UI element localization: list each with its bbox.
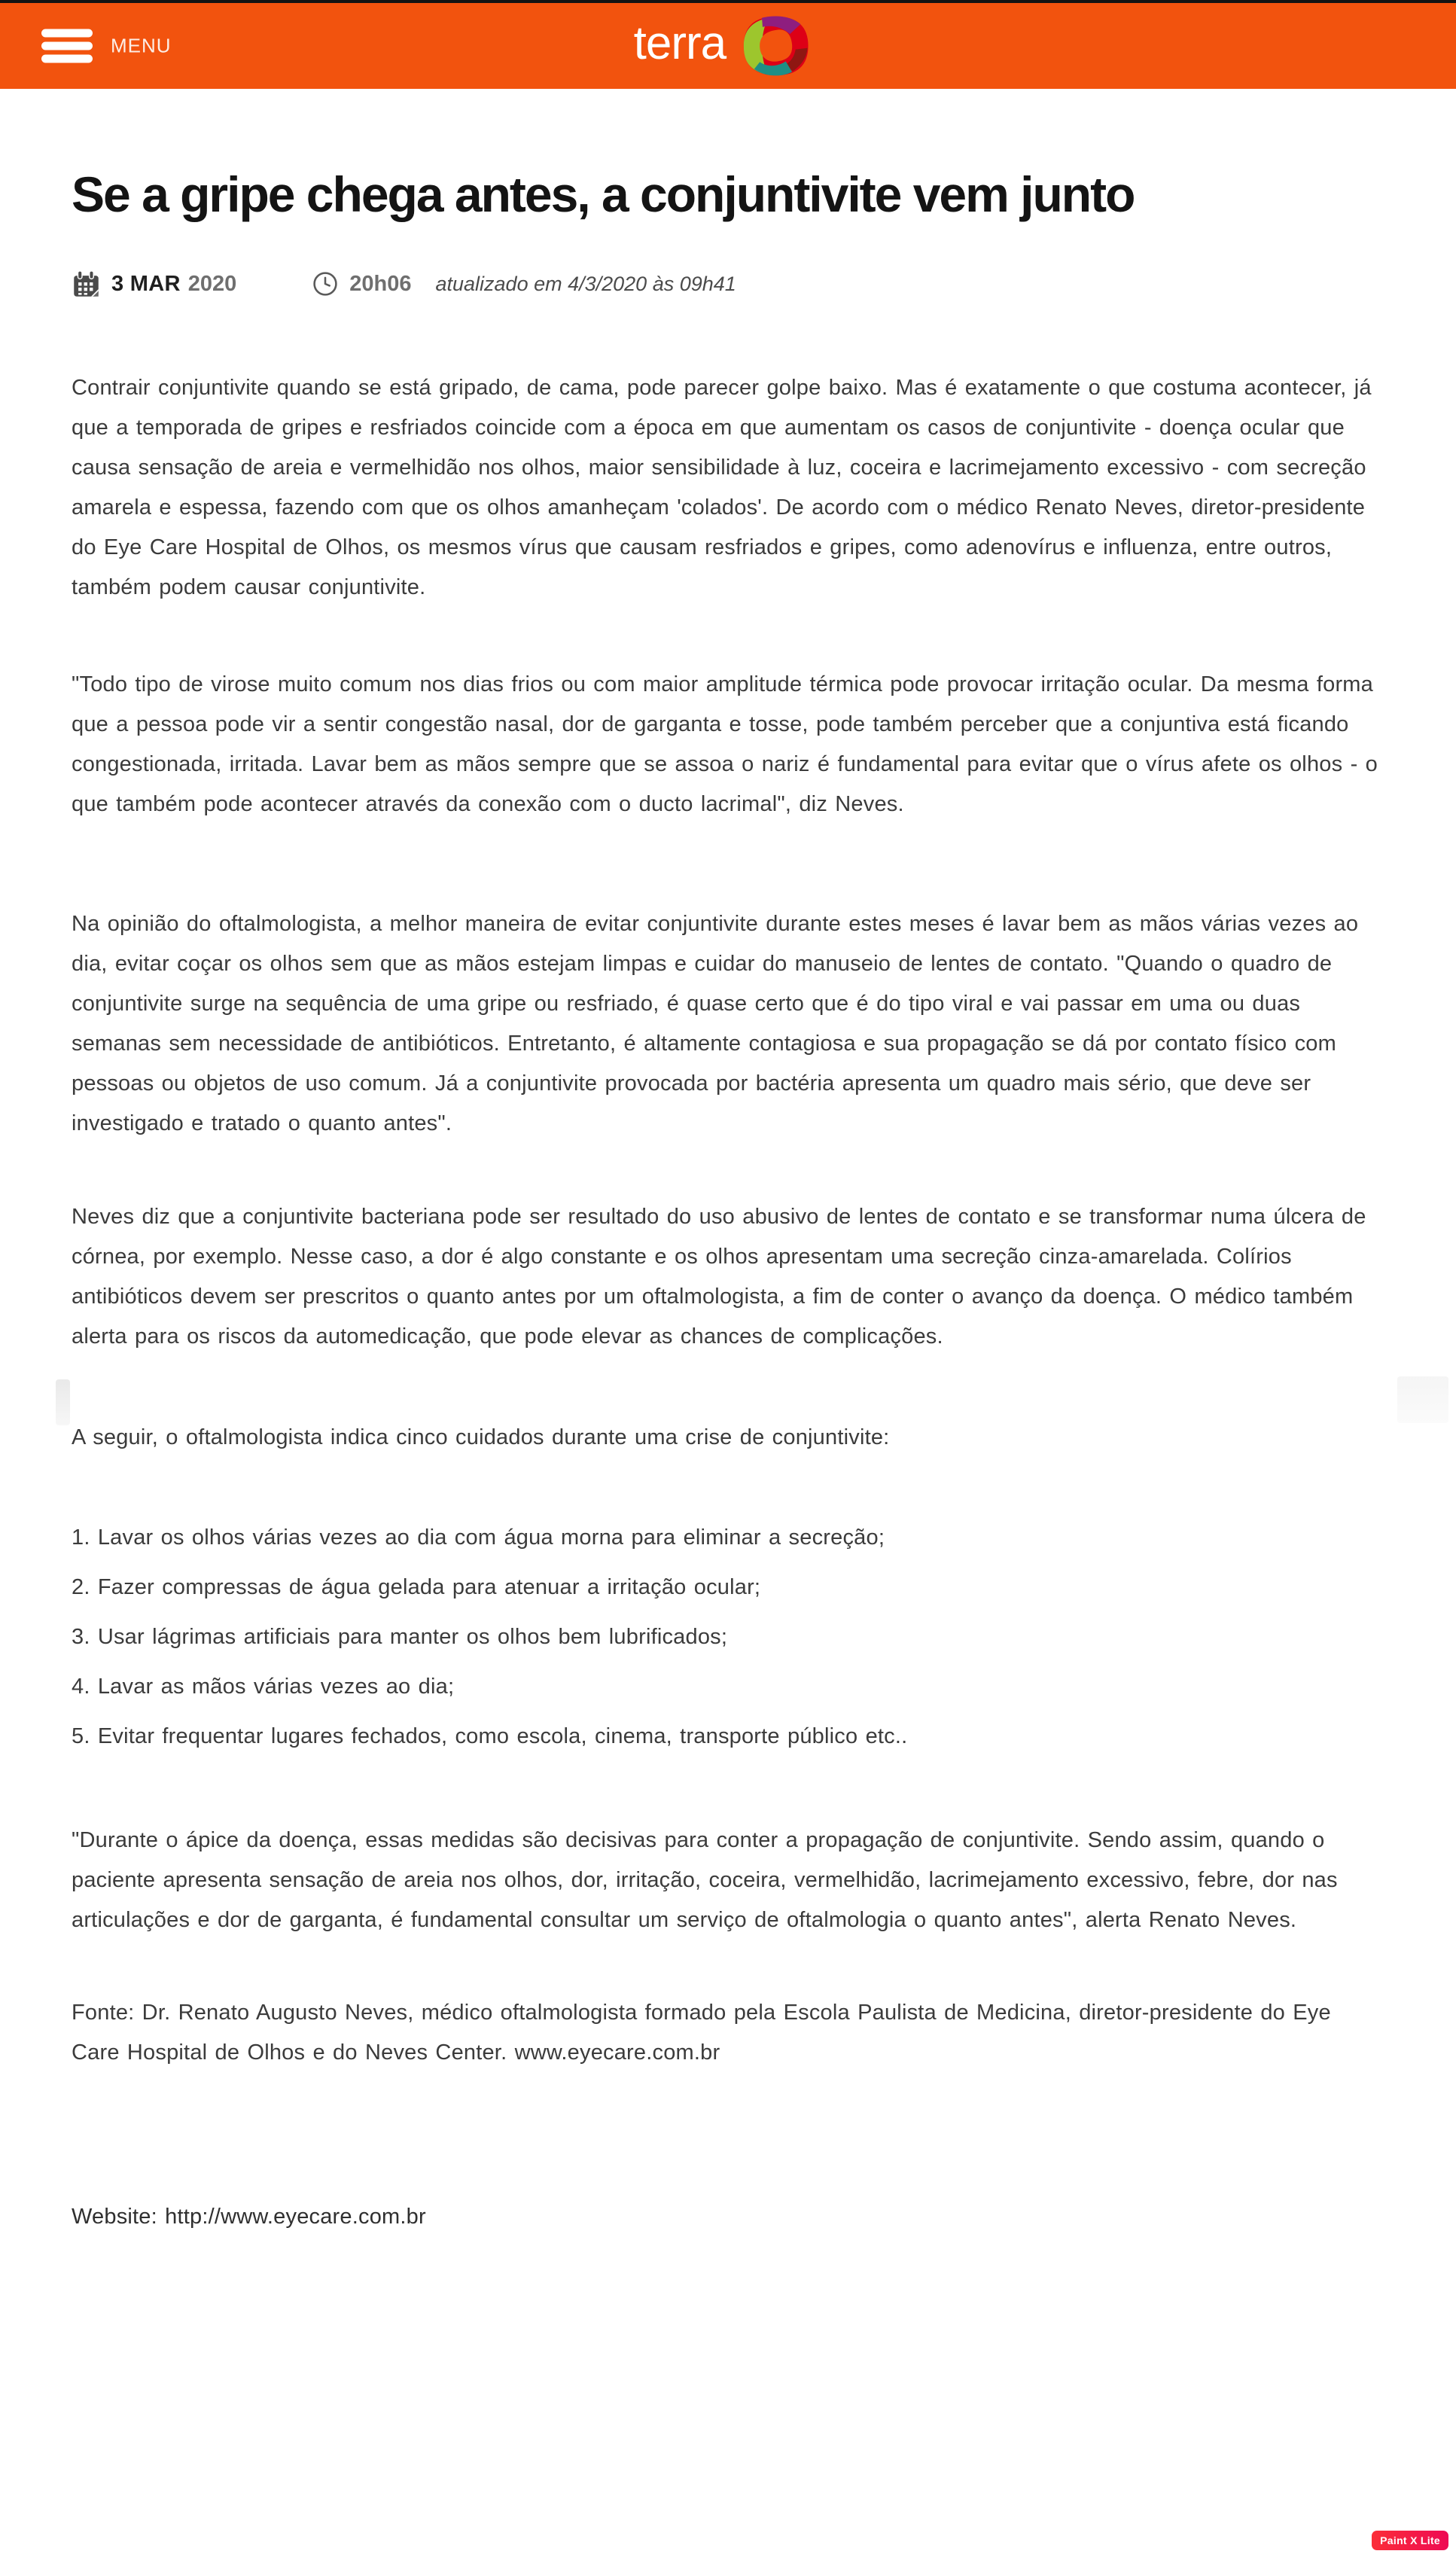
paragraph-virose-quote: "Todo tipo de virose muito comum nos dias frios ou com maior amplitude térmica pode provocar irritação ocular. Da mesma forma que a pessoa pode vir a sentir congestão nasal, dor de garganta e tosse, pode também perceber que a conjuntiva está ficando congestionada, irritada. Lavar bem as mãos sempre que se assoa o nariz é fundamental para evitar que o vírus afete os olhos - o que também pode acontecer através da conexão com o ducto lacrimal", diz Neves. [72,672,1378,816]
calendar-icon [72,270,101,299]
article-meta [72,270,1384,299]
care-list-item-1: 1. Lavar os olhos várias vezes ao dia com água morna para eliminar a secreção; [72,1525,885,1550]
terra-logo[interactable] [634,15,812,77]
article [0,167,1456,2237]
paragraph-source: Fonte: Dr. Renato Augusto Neves, médico oftalmologista formado pela Escola Paulista de Medicina, diretor-presidente do Eye Care Hospital de Olhos e do Neves Center. www.eyecare.com.br [72,2000,1331,2065]
scroll-indicator-left [56,1379,70,1425]
paragraph-list-intro: A seguir, o oftalmologista indica cinco cuidados durante uma crise de conjuntivite: [72,1425,890,1449]
terra-logo-icon [741,15,812,77]
paragraph-website: Website: http://www.eyecare.com.br [72,2204,426,2229]
care-list-item-2: 2. Fazer compressas de água gelada para atenuar a irritação ocular; [72,1574,761,1599]
paragraph-intro: Contrair conjuntivite quando se está gripado, de cama, pode parecer golpe baixo. Mas é exatamente o que costuma acontecer, já que a temporada de gripes e resfriados coincide com a época em que aumentam os casos de conjuntivite - doença ocular que causa sensação de areia e vermelhidão nos olhos, maior sensibilidade à luz, coceira e lacrimejamento excessivo - com secreção amarela e espessa, fazendo com que os olhos amanheçam 'colados'. De acordo com o médico Renato Neves, diretor-presidente do Eye Care Hospital de Olhos, os mesmos vírus que causam resfriados e gripes, como adenovírus e influenza, entre outros, também podem causar conjuntivite. [72,375,1372,599]
paragraph-bacterial: Neves diz que a conjuntivite bacteriana pode ser resultado do uso abusivo de lentes de contato e se transformar numa úlcera de córnea, por exemplo. Nesse caso, a dor é algo constante e os olhos apresentam uma secreção cinza-amarelada. Colírios antibióticos devem ser prescritos o quanto antes por um oftalmologista, a fim de conter o avanço da doença. O médico também alerta para os riscos da automedicação, que pode elevar as chances de complicações. [72,1204,1366,1349]
scroll-indicator-right [1397,1376,1448,1423]
article-title: Se a gripe chega antes, a conjuntivite vem junto [72,166,1135,222]
care-list-item-5: 5. Evitar frequentar lugares fechados, como escola, cinema, transporte público etc.. [72,1723,908,1748]
care-list-item-3: 3. Usar lágrimas artificiais para manter os olhos bem lubrificados; [72,1624,728,1649]
hamburger-icon [41,29,93,63]
care-list-item-4: 4. Lavar as mãos várias vezes ao dia; [72,1674,455,1699]
clock-icon [312,270,339,297]
paint-x-lite-watermark: Paint X Lite [1372,2531,1448,2550]
menu-label: MENU [111,34,172,57]
site-header [0,3,1456,89]
terra-logo-text: terra [633,17,726,69]
article-updated-label: atualizado em 4/3/2020 às 09h41 [435,272,736,295]
article-year: 2020 [187,271,237,296]
care-list [72,1518,1384,1757]
menu-button[interactable] [41,29,172,63]
article-date: 3 MAR [111,271,181,296]
paragraph-opinion: Na opinião do oftalmologista, a melhor maneira de evitar conjuntivite durante estes meses é lavar bem as mãos várias vezes ao dia, evitar coçar os olhos sem que as mãos estejam limpas e cuidar do manuseio de lentes de contato. "Quando o quadro de conjuntivite surge na sequência de uma gripe ou resfriado, é quase certo que é do tipo viral e vai passar em uma ou duas semanas sem necessidade de antibióticos. Entretanto, é altamente contagiosa e sua propagação se dá por contato físico com pessoas ou objetos de uso comum. Já a conjuntivite provocada por bactéria apresenta um quadro mais sério, que deve ser investigado e tratado o quanto antes". [72,911,1359,1135]
article-time: 20h06 [349,271,412,296]
paragraph-apex-quote: "Durante o ápice da doença, essas medidas são decisivas para conter a propagação de conjuntivite. Sendo assim, quando o paciente apresenta sensação de areia nos olhos, dor, irritação, coceira, vermelhidão, lacrimejamento excessivo, febre, dor nas articulações e dor de garganta, é fundamental consultar um serviço de oftalmologia o quanto antes", alerta Renato Neves. [72,1827,1338,1932]
